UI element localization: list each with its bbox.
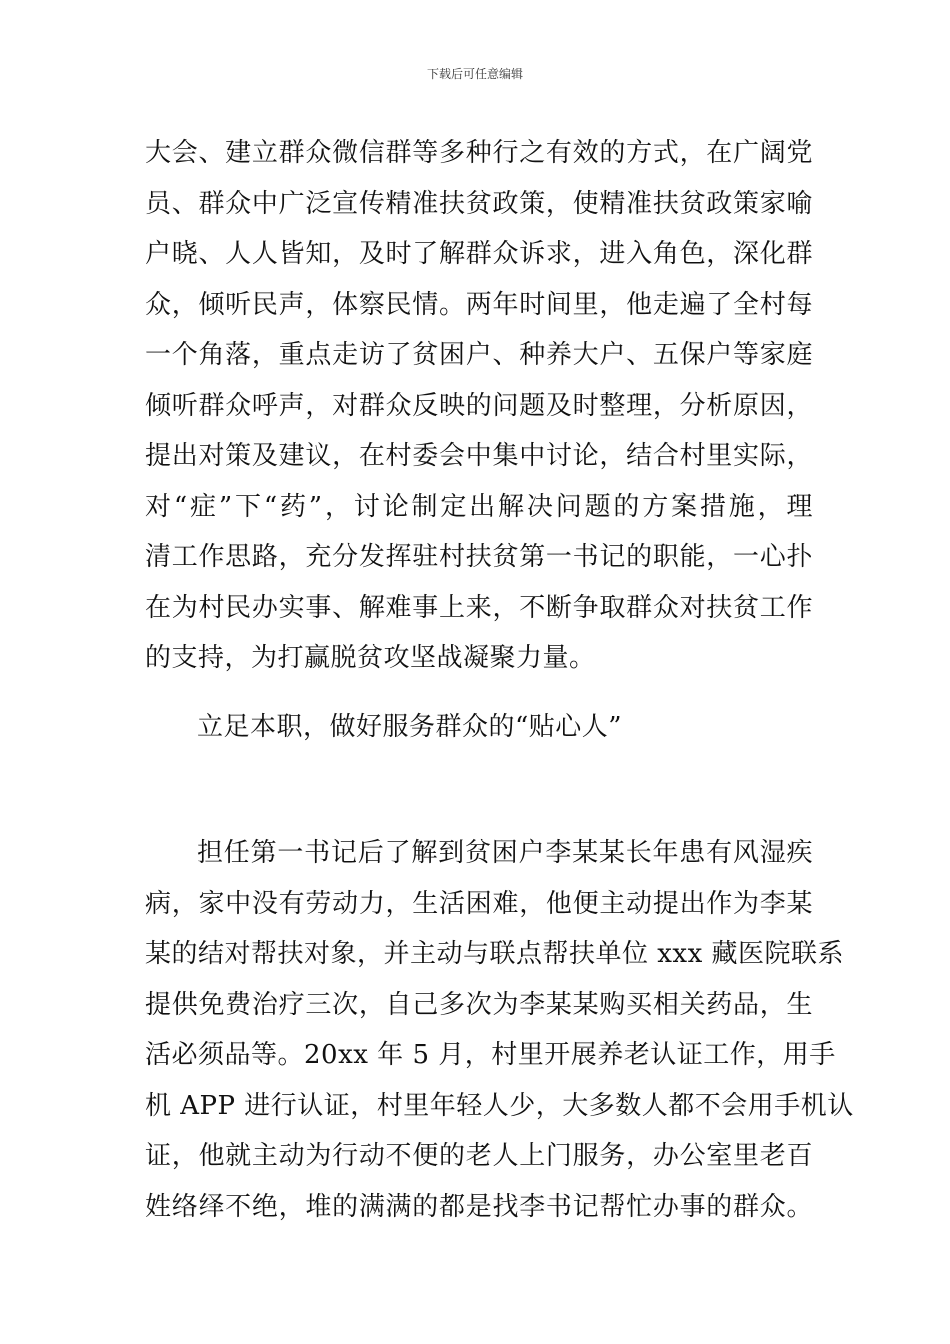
paragraph-1	[145, 128, 813, 684]
paragraph-1-last-line: 的支持，为打赢脱贫攻坚战凝聚力量。	[145, 643, 596, 673]
paragraph-2-line: 病，家中没有劳动力，生活困难，他便主动提出作为李某	[145, 888, 813, 919]
paragraph-1-line: 大会、建立群众微信群等多种行之有效的方式，在广阔党	[145, 138, 813, 168]
paragraph-1-line: 在为村民办实事、解难事上来，不断争取群众对扶贫工作	[145, 592, 813, 623]
paragraph-2-line: 某的结对帮扶对象，并主动与联点帮扶单位 xxx 藏医院联系	[145, 939, 845, 969]
section-heading: 立足本职，做好服务群众的“贴心人”	[197, 712, 623, 742]
page-header: 下载后可任意编辑	[426, 67, 523, 81]
section-heading-block	[145, 702, 813, 753]
paragraph-2-line: 机 APP 进行认证，村里年轻人少，大多数人都不会用手机认	[145, 1090, 854, 1121]
paragraph-1-line: 倾听群众呼声，对群众反映的问题及时整理，分析原因，	[145, 390, 813, 421]
paragraph-1-line: 一个角落，重点走访了贫困户、种养大户、五保户等家庭	[145, 340, 813, 370]
paragraph-2-line: 提供免费治疗三次，自己多次为李某某购买相关药品，生	[145, 989, 813, 1020]
paragraph-2-line: 证，他就主动为行动不便的老人上门服务，办公室里老百	[145, 1141, 813, 1171]
paragraph-1-line: 户晓、人人皆知，及时了解群众诉求，进入角色，深化群	[145, 239, 813, 269]
paragraph-1-line: 清工作思路，充分发挥驻村扶贫第一书记的职能，一心扑	[145, 542, 813, 572]
paragraph-2-line: 活必须品等。20xx 年 5 月，村里开展养老认证工作，用手	[145, 1040, 836, 1070]
paragraph-1-line: 员、群众中广泛宣传精准扶贫政策，使精准扶贫政策家喻	[145, 188, 813, 219]
paragraph-1-line: 提出对策及建议，在村委会中集中讨论，结合村里实际，	[145, 441, 813, 471]
paragraph-2-line: 姓络绎不绝，堆的满满的都是找李书记帮忙办事的群众。	[145, 1191, 813, 1222]
paragraph-2	[145, 828, 854, 1232]
paragraph-1-line: 对“症”下“药”，讨论制定出解决问题的方案措施，理	[145, 491, 813, 522]
paragraph-1-line: 众，倾听民声，体察民情。两年时间里，他走遍了全村每	[145, 289, 813, 320]
paragraph-2-first-line: 担任第一书记后了解到贫困户李某某长年患有风湿疾	[197, 838, 813, 868]
